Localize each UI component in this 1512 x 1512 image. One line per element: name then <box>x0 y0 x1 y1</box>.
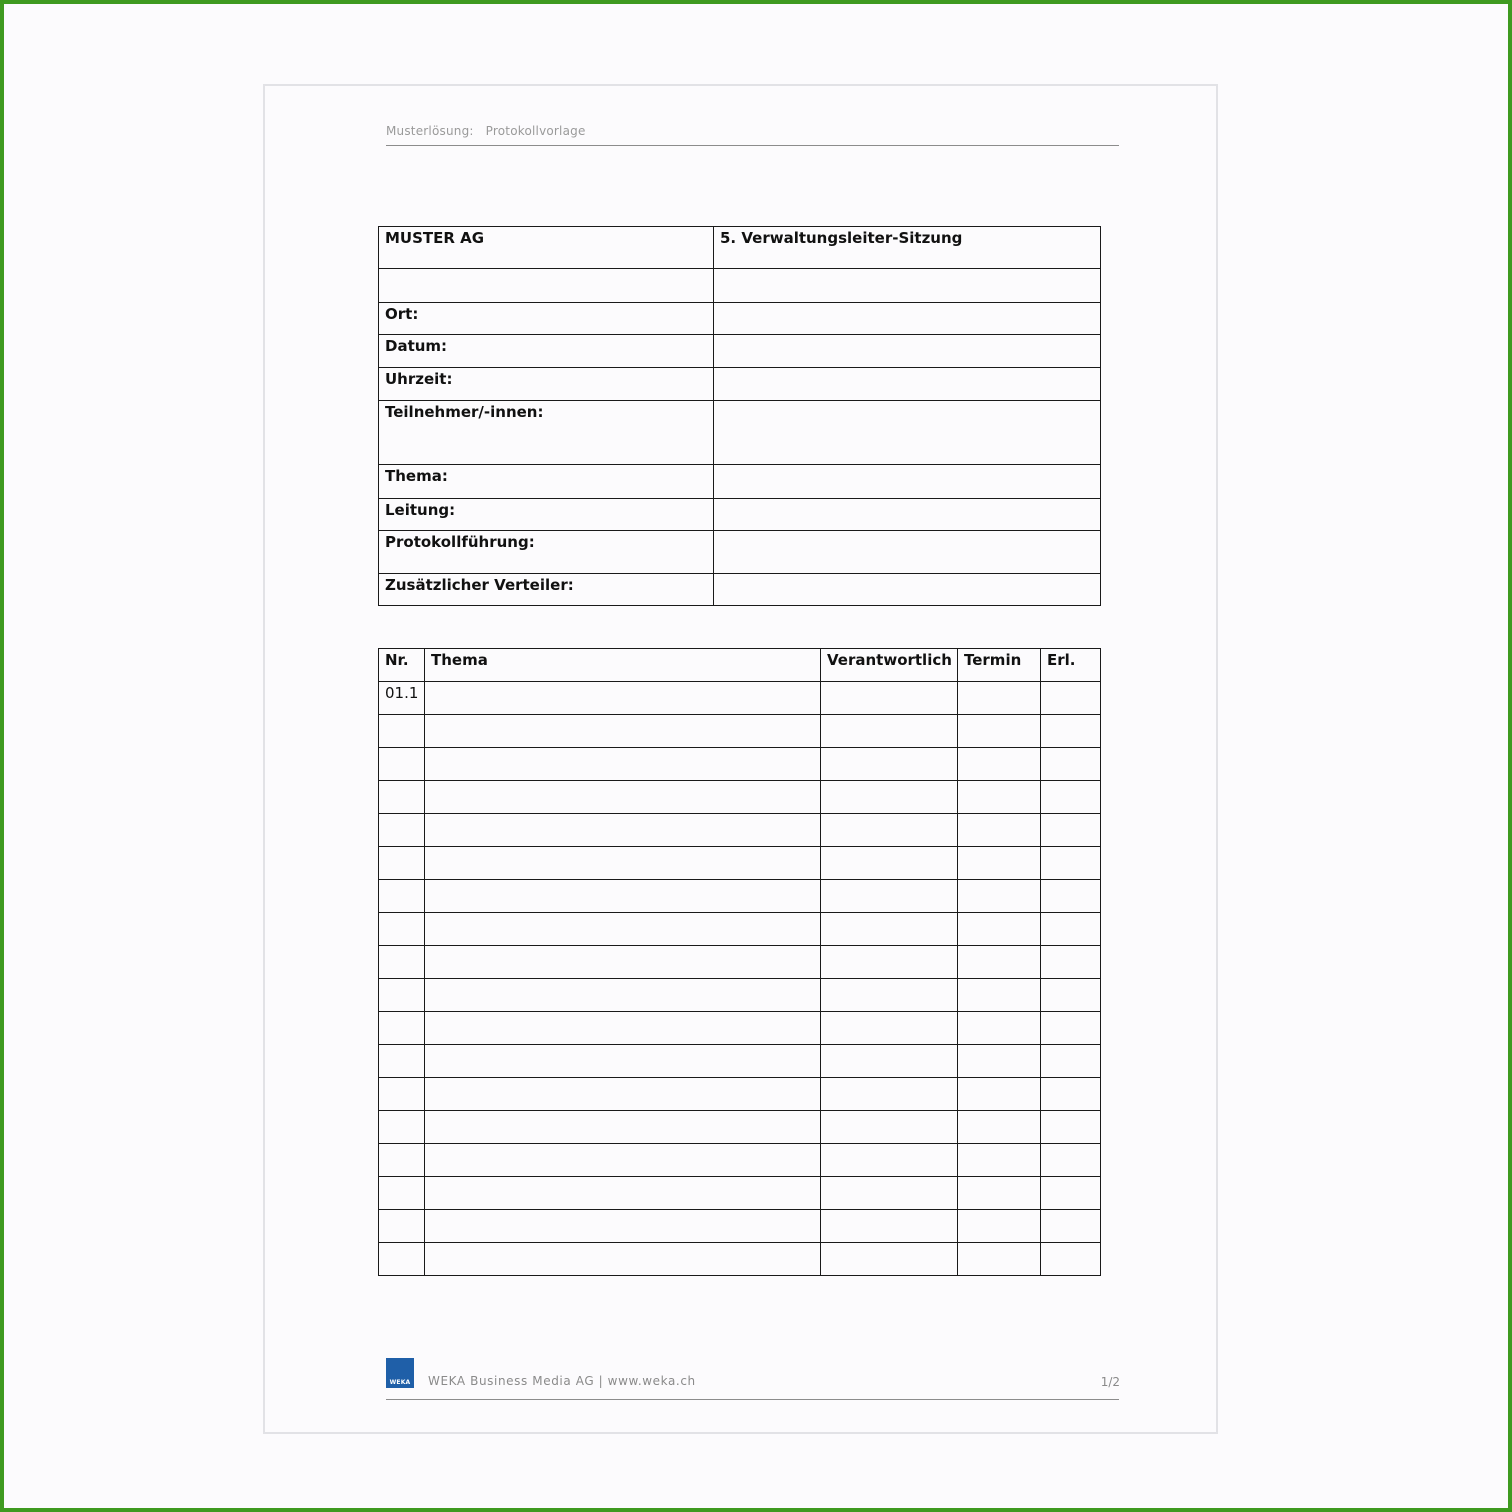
cell-thema[interactable] <box>425 1078 821 1111</box>
cell-termin[interactable] <box>958 880 1041 913</box>
cell-termin[interactable] <box>958 913 1041 946</box>
meta-row-blank <box>379 269 1101 303</box>
cell-nr[interactable] <box>379 1243 425 1276</box>
cell-termin[interactable] <box>958 1144 1041 1177</box>
cell-nr[interactable] <box>379 979 425 1012</box>
cell-nr[interactable] <box>379 1078 425 1111</box>
cell-erl[interactable] <box>1041 1012 1101 1045</box>
table-row <box>379 880 1101 913</box>
header-label: Musterlösung: <box>386 124 474 138</box>
page-header <box>386 124 1119 146</box>
cell-thema[interactable] <box>425 781 821 814</box>
cell-thema[interactable] <box>425 913 821 946</box>
cell-erl[interactable] <box>1041 682 1101 715</box>
meta-value-ort[interactable] <box>714 303 1101 335</box>
table-row <box>379 1078 1101 1111</box>
cell-verantwortlich[interactable] <box>821 1078 958 1111</box>
column-header-thema: Thema <box>425 649 821 682</box>
cell-verantwortlich[interactable] <box>821 781 958 814</box>
cell-erl[interactable] <box>1041 1243 1101 1276</box>
meta-row-ort <box>379 303 1101 335</box>
cell-nr[interactable] <box>379 1144 425 1177</box>
cell-nr[interactable]: 01.1 <box>379 682 425 715</box>
cell-erl[interactable] <box>1041 781 1101 814</box>
table-row <box>379 715 1101 748</box>
column-header-erl: Erl. <box>1041 649 1101 682</box>
meta-value[interactable] <box>714 269 1101 303</box>
meta-value-thema[interactable] <box>714 465 1101 499</box>
cell-verantwortlich[interactable] <box>821 979 958 1012</box>
column-header-termin: Termin <box>958 649 1041 682</box>
cell-erl[interactable] <box>1041 1144 1101 1177</box>
cell-thema[interactable] <box>425 979 821 1012</box>
meta-row-thema <box>379 465 1101 499</box>
cell-thema[interactable] <box>425 1045 821 1078</box>
cell-erl[interactable] <box>1041 913 1101 946</box>
meta-label-ort: Ort: <box>379 303 714 335</box>
meta-value-verteiler[interactable] <box>714 574 1101 606</box>
cell-thema[interactable] <box>425 847 821 880</box>
table-row <box>379 1111 1101 1144</box>
cell-verantwortlich[interactable] <box>821 1111 958 1144</box>
cell-erl[interactable] <box>1041 847 1101 880</box>
meta-value-leitung[interactable] <box>714 499 1101 531</box>
cell-thema[interactable] <box>425 1243 821 1276</box>
meta-row-verteiler <box>379 574 1101 606</box>
cell-nr[interactable] <box>379 814 425 847</box>
meta-label-teilnehmer: Teilnehmer/-innen: <box>379 401 714 465</box>
cell-thema[interactable] <box>425 1111 821 1144</box>
cell-nr[interactable] <box>379 715 425 748</box>
meeting-title: 5. Verwaltungsleiter-Sitzung <box>714 227 1101 269</box>
cell-termin[interactable] <box>958 715 1041 748</box>
cell-termin[interactable] <box>958 946 1041 979</box>
company-name: MUSTER AG <box>379 227 714 269</box>
cell-nr[interactable] <box>379 847 425 880</box>
cell-termin[interactable] <box>958 979 1041 1012</box>
table-row <box>379 979 1101 1012</box>
cell-erl[interactable] <box>1041 946 1101 979</box>
meta-label-verteiler: Zusätzlicher Verteiler: <box>379 574 714 606</box>
cell-thema[interactable] <box>425 1177 821 1210</box>
footer-company: WEKA Business Media AG | www.weka.ch <box>428 1374 696 1388</box>
cell-termin[interactable] <box>958 1111 1041 1144</box>
cell-thema[interactable] <box>425 946 821 979</box>
cell-termin[interactable] <box>958 847 1041 880</box>
cell-nr[interactable] <box>379 1012 425 1045</box>
cell-termin[interactable] <box>958 1177 1041 1210</box>
cell-nr[interactable] <box>379 1177 425 1210</box>
cell-erl[interactable] <box>1041 979 1101 1012</box>
cell-thema[interactable] <box>425 748 821 781</box>
table-row <box>379 1012 1101 1045</box>
cell-nr[interactable] <box>379 913 425 946</box>
cell-erl[interactable] <box>1041 1111 1101 1144</box>
header-title: Protokollvorlage <box>485 124 586 138</box>
meta-row-teilnehmer <box>379 401 1101 465</box>
cell-thema[interactable] <box>425 682 821 715</box>
meta-row-uhrzeit <box>379 368 1101 401</box>
cell-verantwortlich[interactable] <box>821 748 958 781</box>
cell-thema[interactable] <box>425 715 821 748</box>
weka-logo-text: WEKA <box>389 1379 411 1386</box>
cell-termin[interactable] <box>958 682 1041 715</box>
table-row <box>379 1144 1101 1177</box>
cell-erl[interactable] <box>1041 880 1101 913</box>
cell-termin[interactable] <box>958 1045 1041 1078</box>
cell-nr[interactable] <box>379 1210 425 1243</box>
table-row <box>379 946 1101 979</box>
cell-verantwortlich[interactable] <box>821 1012 958 1045</box>
cell-termin[interactable] <box>958 814 1041 847</box>
page-number: 1/2 <box>1100 1375 1120 1389</box>
cell-verantwortlich[interactable] <box>821 946 958 979</box>
meeting-info-table <box>378 226 1101 606</box>
cell-verantwortlich[interactable] <box>821 1177 958 1210</box>
meta-label-thema: Thema: <box>379 465 714 499</box>
meta-label-protokoll: Protokollführung: <box>379 531 714 574</box>
table-row <box>379 1177 1101 1210</box>
meta-row-datum <box>379 335 1101 368</box>
cell-verantwortlich[interactable] <box>821 880 958 913</box>
cell-termin[interactable] <box>958 1078 1041 1111</box>
column-header-nr: Nr. <box>379 649 425 682</box>
meta-label-leitung: Leitung: <box>379 499 714 531</box>
meta-row-header <box>379 227 1101 269</box>
meta-value-protokoll[interactable] <box>714 531 1101 574</box>
cell-erl[interactable] <box>1041 1078 1101 1111</box>
cell-thema[interactable] <box>425 1210 821 1243</box>
table-row <box>379 814 1101 847</box>
task-table-header <box>379 649 1101 682</box>
cell-erl[interactable] <box>1041 748 1101 781</box>
cell-nr[interactable] <box>379 880 425 913</box>
cell-nr[interactable] <box>379 748 425 781</box>
cell-termin[interactable] <box>958 748 1041 781</box>
cell-erl[interactable] <box>1041 1177 1101 1210</box>
meta-row-leitung <box>379 499 1101 531</box>
cell-verantwortlich[interactable] <box>821 1144 958 1177</box>
cell-erl[interactable] <box>1041 715 1101 748</box>
meta-label <box>379 269 714 303</box>
cell-erl[interactable] <box>1041 1210 1101 1243</box>
cell-thema[interactable] <box>425 814 821 847</box>
cell-erl[interactable] <box>1041 1045 1101 1078</box>
cell-verantwortlich[interactable] <box>821 1210 958 1243</box>
cell-termin[interactable] <box>958 781 1041 814</box>
cell-verantwortlich[interactable] <box>821 847 958 880</box>
table-row <box>379 682 1101 715</box>
task-table <box>378 648 1101 1276</box>
table-row <box>379 1045 1101 1078</box>
meta-value-datum[interactable] <box>714 335 1101 368</box>
table-row <box>379 748 1101 781</box>
cell-verantwortlich[interactable] <box>821 682 958 715</box>
meta-label-datum: Datum: <box>379 335 714 368</box>
meta-row-protokoll <box>379 531 1101 574</box>
table-row <box>379 781 1101 814</box>
cell-thema[interactable] <box>425 1144 821 1177</box>
cell-termin[interactable] <box>958 1012 1041 1045</box>
cell-verantwortlich[interactable] <box>821 1045 958 1078</box>
cell-verantwortlich[interactable] <box>821 1243 958 1276</box>
cell-thema[interactable] <box>425 1012 821 1045</box>
cell-termin[interactable] <box>958 1210 1041 1243</box>
table-row <box>379 847 1101 880</box>
column-header-verantwortlich: Verantwortlich <box>821 649 958 682</box>
cell-nr[interactable] <box>379 946 425 979</box>
cell-termin[interactable] <box>958 1243 1041 1276</box>
meta-label-uhrzeit: Uhrzeit: <box>379 368 714 401</box>
table-row <box>379 913 1101 946</box>
cell-verantwortlich[interactable] <box>821 913 958 946</box>
meta-value-teilnehmer[interactable] <box>714 401 1101 465</box>
cell-verantwortlich[interactable] <box>821 715 958 748</box>
cell-erl[interactable] <box>1041 814 1101 847</box>
cell-nr[interactable] <box>379 781 425 814</box>
cell-thema[interactable] <box>425 880 821 913</box>
meta-value-uhrzeit[interactable] <box>714 368 1101 401</box>
footer-divider <box>386 1399 1119 1400</box>
cell-nr[interactable] <box>379 1045 425 1078</box>
cell-verantwortlich[interactable] <box>821 814 958 847</box>
cell-nr[interactable] <box>379 1111 425 1144</box>
table-row <box>379 1243 1101 1276</box>
table-row <box>379 1210 1101 1243</box>
weka-logo <box>386 1358 414 1388</box>
